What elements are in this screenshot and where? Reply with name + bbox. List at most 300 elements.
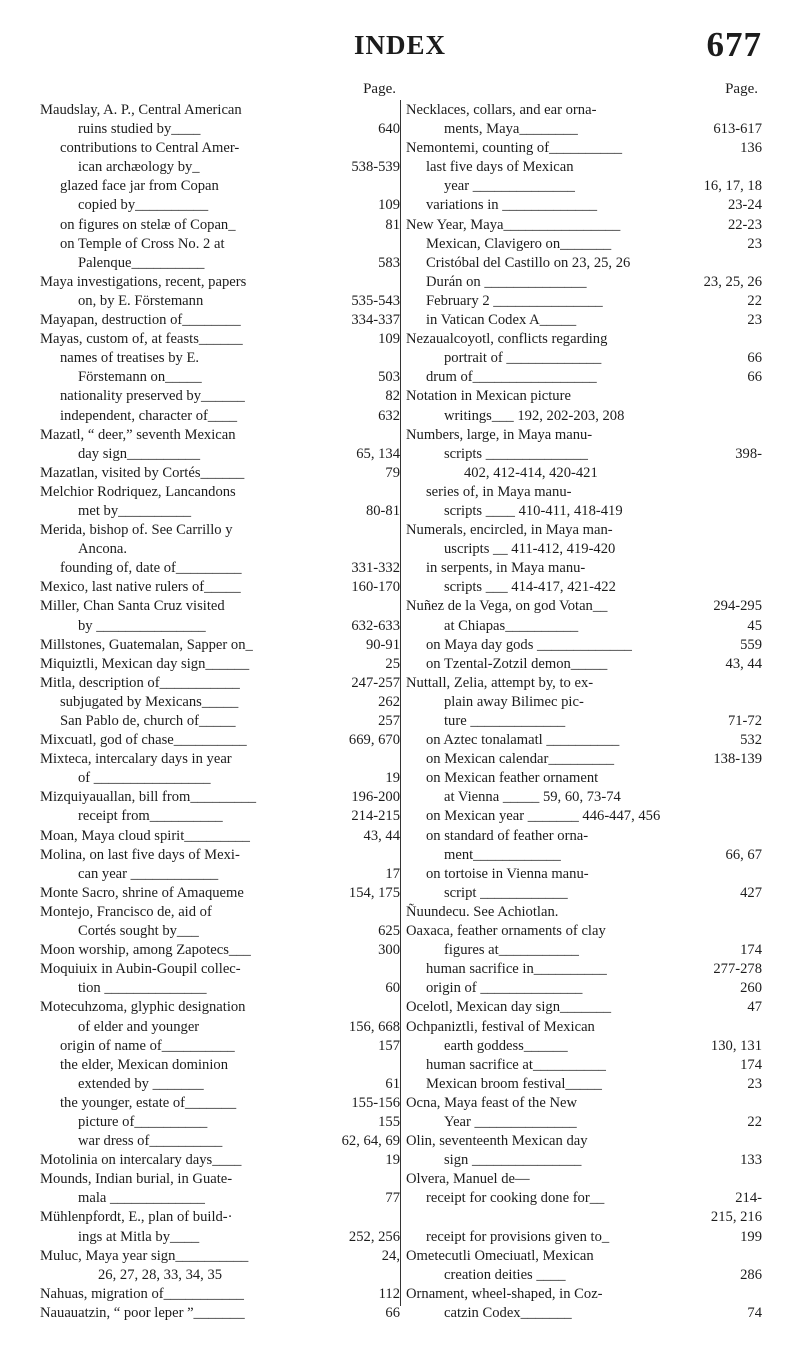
entry-text: Motolinia on intercalary days____: [40, 1152, 242, 1169]
entry-text: San Pablo de, church of_____: [60, 713, 236, 729]
entry-text: Cortés sought by___: [78, 923, 199, 940]
entry-page-ref: 133: [740, 1152, 762, 1169]
page-column-label: Page.: [725, 81, 758, 97]
index-entry: [40, 865, 400, 884]
index-entry: [40, 521, 400, 540]
entry-text: year ______________: [444, 178, 575, 195]
entry-page-ref: 109: [378, 197, 400, 214]
entry-page-ref: 174: [740, 942, 762, 959]
entry-text: receipt from__________: [78, 808, 223, 825]
entry-text: on tortoise in Vienna manu-: [426, 865, 589, 882]
entry-text: last five days of Mexican: [426, 159, 574, 176]
entry-text: uscripts __ 411-412, 419-420: [444, 541, 616, 558]
entry-page-ref: 625: [378, 923, 400, 940]
entry-text: 26, 27, 28, 33, 34, 35: [98, 1266, 223, 1283]
entry-page-ref: 252, 256: [348, 1228, 400, 1245]
index-entry: [406, 292, 762, 311]
index-entry: [40, 1056, 400, 1075]
index-entry: [40, 903, 400, 922]
index-column-right: [406, 78, 762, 1323]
entry-text: Montejo, Francisco de, aid of: [40, 903, 212, 920]
entry-text: names of treatises by E.: [60, 350, 200, 367]
entry-text: Olvera, Manuel de—: [406, 1171, 530, 1188]
entry-page-ref: 23-24: [727, 197, 762, 214]
entry-text: Mühlenpfordt, E., plan of build-·: [40, 1209, 233, 1226]
entry-text: Maya investigations, recent, papers: [40, 273, 247, 290]
index-entry: [40, 273, 400, 292]
index-entry: [40, 941, 400, 960]
entry-page-ref: 214-: [735, 1190, 762, 1207]
entry-text: Mayapan, destruction of________: [40, 312, 241, 329]
entry-text: founding of, date of_________: [60, 560, 242, 577]
entry-text: Mexican broom festival_____: [426, 1075, 602, 1092]
entry-page-ref: 583: [378, 254, 400, 271]
entry-text: Numerals, encircled, in Maya man-: [406, 522, 613, 539]
index-entries-left: [40, 101, 400, 1323]
entry-text: drum of_________________: [426, 369, 597, 386]
entry-text: catzin Codex_______: [444, 1304, 572, 1321]
index-entry: [40, 235, 400, 254]
page-column-label: Page.: [363, 81, 396, 97]
entry-text: on Mexican year _______ 446-447, 456: [426, 808, 661, 825]
index-entry: [40, 731, 400, 750]
entry-text: on, by E. Förstemann: [78, 292, 204, 309]
entry-text: day sign__________: [78, 445, 201, 462]
entry-text: Mexico, last native rulers of_____: [40, 579, 241, 596]
entry-page-ref: 79: [385, 464, 400, 481]
page-number: 677: [706, 25, 762, 64]
index-entry: [406, 578, 762, 597]
entry-text: ment____________: [444, 846, 561, 863]
entry-text: variations in _____________: [426, 197, 598, 214]
entry-page-ref: 62, 64, 69: [341, 1133, 400, 1150]
index-entry: [406, 788, 762, 807]
index-entry: [406, 368, 762, 387]
index-entry: [40, 979, 400, 998]
entry-text: plain away Bilimec pic-: [444, 693, 584, 710]
entry-page-ref: 538-539: [351, 159, 400, 176]
index-entry: [406, 120, 762, 139]
index-entry: [406, 1208, 762, 1227]
entry-page-ref: 43, 44: [363, 827, 400, 844]
index-entry: [40, 1189, 400, 1208]
index-entry: [40, 712, 400, 731]
entry-text: script ____________: [444, 884, 568, 901]
index-entry: [40, 960, 400, 979]
entry-page-ref: 262: [378, 693, 400, 710]
entry-text: Merida, bishop of. See Carrillo y: [40, 522, 233, 539]
entry-text: Mazatlan, visited by Cortés______: [40, 464, 245, 481]
index-entry: [406, 1304, 762, 1323]
entry-text: Oaxaca, feather ornaments of clay: [406, 923, 606, 940]
entry-text: Mayas, custom of, at feasts______: [40, 331, 243, 348]
index-entry: [406, 426, 762, 445]
entry-text: series of, in Maya manu-: [426, 483, 572, 500]
page-header: [38, 22, 762, 70]
entry-text: Olin, seventeenth Mexican day: [406, 1133, 588, 1150]
index-entry: [406, 330, 762, 349]
entry-page-ref: 66, 67: [725, 846, 762, 863]
entry-page-ref: 136: [740, 140, 762, 157]
entry-page-ref: 47: [747, 999, 762, 1016]
index-entry: [40, 139, 400, 158]
entry-text: Durán on ______________: [426, 273, 587, 290]
entry-text: on Aztec tonalamatl __________: [426, 732, 620, 749]
entry-page-ref: 398-: [735, 445, 762, 462]
index-entry: [40, 655, 400, 674]
index-entry: [406, 597, 762, 616]
index-entry: [40, 101, 400, 120]
index-entry: [406, 1266, 762, 1285]
index-entry: [406, 445, 762, 464]
entry-text: in serpents, in Maya manu-: [426, 560, 586, 577]
entry-text: nationality preserved by______: [60, 388, 245, 405]
index-entry: [406, 998, 762, 1017]
index-entry: [40, 1170, 400, 1189]
entry-page-ref: 196-200: [351, 789, 400, 806]
entry-text: copied by__________: [78, 197, 209, 214]
index-entry: [406, 807, 762, 826]
index-entry: [40, 807, 400, 826]
entry-text: on Tzental-Zotzil demon_____: [426, 655, 608, 672]
entry-text: writings___ 192, 202-203, 208: [444, 407, 625, 424]
entry-text: at Chiapas__________: [444, 617, 579, 634]
entry-text: Ocna, Maya feast of the New: [406, 1094, 577, 1111]
index-entry: [406, 1094, 762, 1113]
entry-page-ref: 294-295: [713, 598, 762, 615]
entry-text: Mazatl, “ deer,” seventh Mexican: [40, 426, 236, 443]
index-entry: [406, 158, 762, 177]
entry-page-ref: 66: [385, 1304, 400, 1321]
entry-page-ref: 22: [747, 292, 762, 309]
index-entry: [406, 941, 762, 960]
index-entry: [40, 1228, 400, 1247]
index-entry: [40, 636, 400, 655]
entry-page-ref: 23, 25, 26: [703, 273, 762, 290]
entry-text: Palenque__________: [78, 254, 205, 271]
entry-page-ref: 157: [378, 1037, 400, 1054]
entry-text: Miquiztli, Mexican day sign______: [40, 655, 250, 672]
entry-page-ref: 66: [747, 369, 762, 386]
entry-page-ref: 74: [747, 1304, 762, 1321]
index-entry: [40, 387, 400, 406]
entry-page-ref: 277-278: [713, 961, 762, 978]
entry-page-ref: 45: [747, 617, 762, 634]
entry-text: earth goddess______: [444, 1037, 568, 1054]
entry-text: Nemontemi, counting of__________: [406, 140, 623, 157]
entry-text: Numbers, large, in Maya manu-: [406, 426, 593, 443]
entry-text: human sacrifice in__________: [426, 961, 607, 978]
index-entry: [40, 1132, 400, 1151]
entry-page-ref: 154, 175: [348, 884, 400, 901]
entry-text: Nauauatzin, “ poor leper ”_______: [40, 1304, 245, 1321]
index-entry: [40, 196, 400, 215]
entry-page-ref: 199: [740, 1228, 762, 1245]
entry-page-ref: 640: [378, 121, 400, 138]
entry-text: Molina, on last five days of Mexi-: [40, 846, 240, 863]
entry-text: on Mexican calendar_________: [426, 751, 615, 768]
entry-text: Nezaualcoyotl, conflicts regarding: [406, 331, 608, 348]
entry-page-ref: 17: [385, 865, 400, 882]
index-entry: [40, 330, 400, 349]
entry-page-ref: 109: [378, 331, 400, 348]
entry-page-ref: 19: [385, 1152, 400, 1169]
entry-text: Miller, Chan Santa Cruz visited: [40, 598, 225, 615]
index-entry: [40, 750, 400, 769]
entry-text: at Vienna _____ 59, 60, 73-74: [444, 789, 621, 806]
entry-text: Moon worship, among Zapotecs___: [40, 942, 251, 959]
entry-page-ref: 16, 17, 18: [703, 178, 762, 195]
entry-page-ref: 138-139: [713, 751, 762, 768]
entry-text: can year ____________: [78, 865, 219, 882]
entry-text: New Year, Maya________________: [406, 216, 621, 233]
entry-text: Mizquiyauallan, bill from_________: [40, 789, 257, 806]
entry-page-ref: 260: [740, 980, 762, 997]
entry-text: February 2 _______________: [426, 292, 603, 309]
index-entry: [40, 368, 400, 387]
entry-text: Mounds, Indian burial, in Guate-: [40, 1171, 233, 1188]
index-entry: [406, 407, 762, 426]
entry-text: of ________________: [78, 770, 211, 787]
index-entry: [40, 693, 400, 712]
entry-text: Mixteca, intercalary days in year: [40, 751, 232, 768]
entry-text: Motecuhzoma, glyphic designation: [40, 999, 246, 1016]
index-entry: [406, 1113, 762, 1132]
index-entry: [406, 922, 762, 941]
index-entry: [40, 578, 400, 597]
index-entry: [40, 1208, 400, 1227]
entry-page-ref: 60: [385, 980, 400, 997]
entry-text: Melchior Rodriquez, Lancandons: [40, 483, 236, 500]
entry-text: the elder, Mexican dominion: [60, 1056, 229, 1073]
index-entry: [406, 1018, 762, 1037]
index-entry: [40, 158, 400, 177]
page-title: INDEX: [353, 30, 446, 60]
entry-page-ref: 61: [385, 1075, 400, 1092]
entry-text: mala _____________: [78, 1190, 205, 1207]
index-entry: [40, 426, 400, 445]
index-entry: [406, 1228, 762, 1247]
index-entry: [40, 1075, 400, 1094]
entry-page-ref: 19: [385, 770, 400, 787]
entry-text: on Maya day gods _____________: [426, 636, 632, 653]
entry-text: Notation in Mexican picture: [406, 388, 571, 405]
index-entry: [406, 1247, 762, 1266]
entry-page-ref: 427: [740, 884, 762, 901]
index-entry: [406, 235, 762, 254]
entry-text: Millstones, Guatemalan, Sapper on_: [40, 636, 253, 653]
index-entry: [406, 521, 762, 540]
index-entry: [406, 636, 762, 655]
entry-text: tion ______________: [78, 980, 207, 997]
index-entry: [40, 292, 400, 311]
entry-text: subjugated by Mexicans_____: [60, 693, 239, 710]
entry-text: ings at Mitla by____: [78, 1228, 200, 1245]
index-entry: [40, 597, 400, 616]
index-entry: [406, 1037, 762, 1056]
index-entry: [406, 1285, 762, 1304]
index-entry: [40, 827, 400, 846]
index-entry: [406, 865, 762, 884]
entry-page-ref: 334-337: [351, 312, 400, 329]
index-entry: [406, 387, 762, 406]
entry-text: Moan, Maya cloud spirit_________: [40, 827, 250, 844]
entry-text: figures at___________: [444, 942, 579, 959]
entry-text: Year ______________: [444, 1113, 577, 1130]
index-entry: [406, 1056, 762, 1075]
index-entry: [40, 502, 400, 521]
entry-text: 402, 412-414, 420-421: [464, 464, 598, 481]
index-entry: [406, 349, 762, 368]
entry-text: ruins studied by____: [78, 121, 201, 138]
entry-text: Monte Sacro, shrine of Amaqueme: [40, 884, 244, 901]
entry-page-ref: 23: [747, 1075, 762, 1092]
index-entry: [406, 254, 762, 273]
index-entry: [406, 617, 762, 636]
entry-page-ref: 66: [747, 350, 762, 367]
index-entry: [406, 483, 762, 502]
entry-page-ref: 174: [740, 1056, 762, 1073]
index-entry: [406, 1151, 762, 1170]
column-divider: [400, 100, 401, 1306]
entry-text: met by__________: [78, 502, 192, 519]
entry-text: of elder and younger: [78, 1018, 200, 1035]
entry-text: the younger, estate of_______: [60, 1094, 237, 1111]
entry-text: on standard of feather orna-: [426, 827, 589, 844]
index-entry: [40, 1304, 400, 1323]
entry-page-ref: 23: [747, 312, 762, 329]
index-entry: [406, 311, 762, 330]
entry-page-ref: 22: [747, 1113, 762, 1130]
index-entry: [406, 750, 762, 769]
entry-text: human sacrifice at__________: [426, 1056, 606, 1073]
entry-page-ref: 160-170: [351, 579, 400, 596]
index-entry: [40, 216, 400, 235]
entry-text: on figures on stelæ of Copan_: [60, 216, 236, 233]
entry-text: scripts ____ 410-411, 418-419: [444, 502, 623, 519]
index-entry: [40, 1094, 400, 1113]
index-entry: [40, 1266, 400, 1285]
entry-text: Ñuundecu. See Achiotlan.: [406, 903, 559, 920]
entry-text: on Temple of Cross No. 2 at: [60, 235, 225, 252]
index-entry: [40, 846, 400, 865]
index-entry: [406, 273, 762, 292]
entry-page-ref: 77: [385, 1190, 400, 1207]
index-entry: [40, 617, 400, 636]
index-entry: [406, 903, 762, 922]
entry-page-ref: 25: [385, 655, 400, 672]
index-entry: [40, 540, 400, 559]
entry-page-ref: 559: [740, 636, 762, 653]
entry-text: picture of__________: [78, 1113, 208, 1130]
entry-page-ref: 286: [740, 1266, 762, 1283]
entry-text: Mixcuatl, god of chase__________: [40, 732, 247, 749]
index-entry: [40, 311, 400, 330]
entry-text: portrait of _____________: [444, 350, 602, 367]
index-entry: [406, 540, 762, 559]
index-entry: [40, 483, 400, 502]
index-entry: [406, 712, 762, 731]
entry-text: receipt for provisions given to_: [426, 1228, 610, 1245]
entry-page-ref: 214-215: [351, 808, 400, 825]
index-entry: [406, 769, 762, 788]
entry-page-ref: 112: [378, 1285, 400, 1302]
entry-text: creation deities ____: [444, 1266, 566, 1283]
index-entry: [406, 502, 762, 521]
index-entry: [40, 1285, 400, 1304]
index-entry: [40, 254, 400, 273]
index-entry: [40, 788, 400, 807]
entry-page-ref: 43, 44: [725, 655, 762, 672]
index-entry: [40, 177, 400, 196]
entry-page-ref: 65, 134: [356, 445, 400, 462]
entry-page-ref: 215, 216: [710, 1209, 762, 1226]
entry-text: Nuttall, Zelia, attempt by, to ex-: [406, 674, 594, 691]
entry-text: Mexican, Clavigero on_______: [426, 235, 612, 252]
index-entry: [40, 674, 400, 693]
entry-text: Ochpaniztli, festival of Mexican: [406, 1018, 595, 1035]
entry-text: extended by _______: [78, 1075, 204, 1092]
index-entry: [40, 1018, 400, 1037]
entry-page-ref: 156, 668: [348, 1018, 400, 1035]
index-entry: [406, 731, 762, 750]
index-entry: [40, 464, 400, 483]
index-entry: [406, 1075, 762, 1094]
index-entry: [406, 693, 762, 712]
entry-text: Cristóbal del Castillo on 23, 25, 26: [426, 254, 631, 271]
entry-text: origin of name of__________: [60, 1037, 235, 1054]
entry-page-ref: 669, 670: [348, 732, 400, 749]
index-column-left: [40, 78, 400, 1323]
entry-page-ref: 331-332: [351, 560, 400, 577]
entry-page-ref: 23: [747, 235, 762, 252]
index-entry: [40, 445, 400, 464]
index-entry: [406, 827, 762, 846]
entry-page-ref: 80-81: [365, 502, 400, 519]
entry-page-ref: 24,: [381, 1247, 400, 1264]
index-entry: [406, 655, 762, 674]
entry-page-ref: 81: [385, 216, 400, 233]
entry-text: origin of ______________: [426, 980, 583, 997]
index-entries-right: [406, 101, 762, 1323]
entry-page-ref: 22-23: [727, 216, 762, 233]
entry-text: Nahuas, migration of___________: [40, 1285, 244, 1302]
entry-text: scripts ______________: [444, 445, 588, 462]
index-entry: [406, 101, 762, 120]
index-entry: [406, 979, 762, 998]
entry-page-ref: 257: [378, 713, 400, 729]
index-entry: [40, 998, 400, 1017]
entry-text: on Mexican feather ornament: [426, 770, 599, 787]
entry-page-ref: 300: [378, 942, 400, 959]
index-entry: [406, 216, 762, 235]
entry-page-ref: 613-617: [713, 121, 762, 138]
entry-page-ref: 247-257: [351, 674, 400, 691]
entry-text: glazed face jar from Copan: [60, 178, 219, 195]
index-entry: [40, 884, 400, 903]
entry-text: Ometecutli Omeciuatl, Mexican: [406, 1247, 594, 1264]
entry-text: sign _______________: [444, 1152, 582, 1169]
entry-page-ref: 532: [740, 732, 762, 749]
index-entry: [40, 559, 400, 578]
index-entry: [406, 139, 762, 158]
index-entry: [40, 922, 400, 941]
entry-text: Ornament, wheel-shaped, in Coz-: [406, 1285, 603, 1302]
index-entry: [40, 120, 400, 139]
index-entry: [40, 407, 400, 426]
index-entry: [406, 674, 762, 693]
entry-text: Ocelotl, Mexican day sign_______: [406, 999, 612, 1016]
